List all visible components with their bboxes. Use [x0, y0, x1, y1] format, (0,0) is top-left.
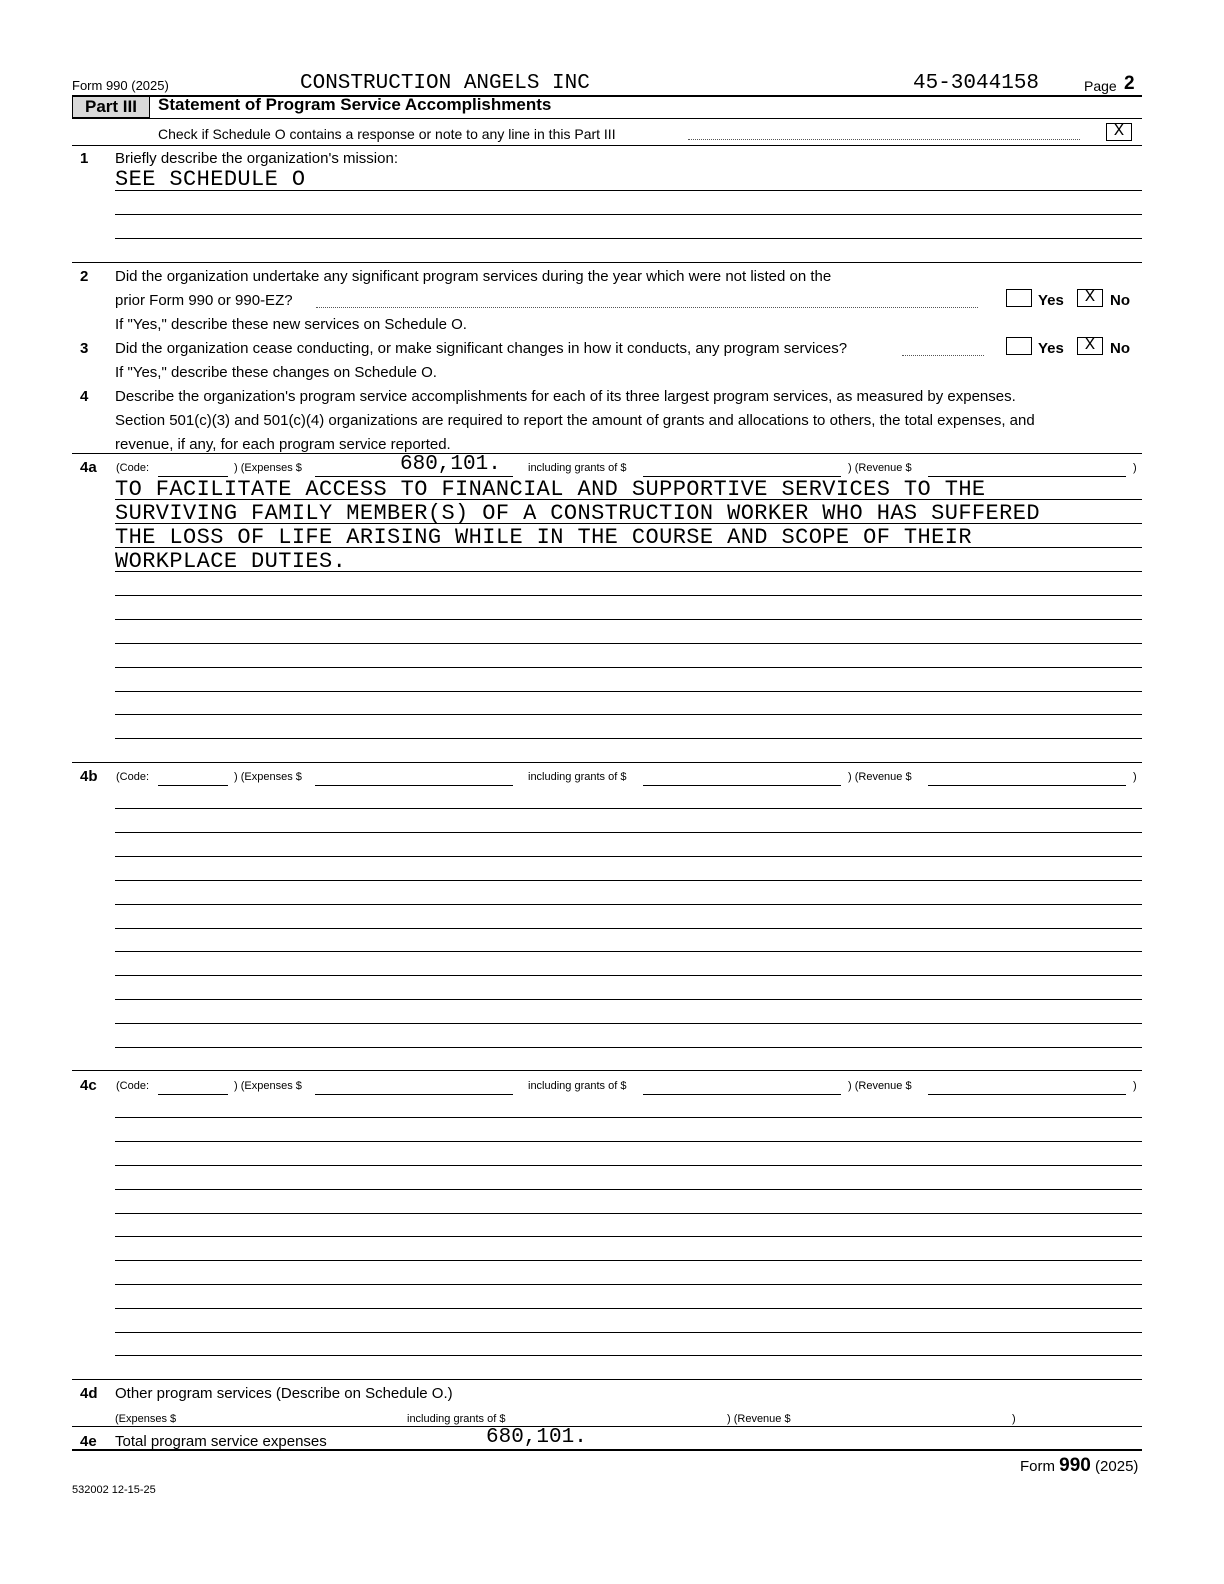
rule [115, 190, 1142, 191]
line-4b-expenses-label: ) (Expenses $ [234, 771, 302, 783]
line-4c-expenses-field[interactable] [315, 1094, 513, 1095]
line-3-note: If "Yes," describe these changes on Schedule O. [115, 364, 437, 381]
rule [115, 595, 1142, 596]
line-4b-number: 4b [80, 768, 98, 785]
line-4d-number: 4d [80, 1385, 98, 1402]
line-4b-code-field[interactable] [158, 785, 228, 786]
line-3-no-label: No [1110, 340, 1130, 357]
line-4a-desc-2: SURVIVING FAMILY MEMBER(S) OF A CONSTRUCTION WORKER WHO HAS SUFFERED [115, 501, 1040, 526]
rule [115, 1355, 1142, 1356]
line-4c-code-label: (Code: [116, 1080, 150, 1092]
page-word: Page [1084, 78, 1117, 94]
line-4-description-1: Describe the organization's program service accomplishments for each of its three largest program services, as measured by expenses. [115, 388, 1016, 405]
rule [115, 832, 1142, 833]
line-4c-close-paren: ) [1133, 1080, 1137, 1092]
rule [72, 145, 1142, 146]
rule [115, 714, 1142, 715]
rule [72, 1449, 1142, 1451]
leader-dots [688, 139, 1080, 140]
line-4a-code-label: (Code: [116, 462, 150, 474]
line-4a-expenses-label: ) (Expenses $ [234, 462, 302, 474]
line-2-yes-checkbox[interactable] [1006, 289, 1032, 307]
rule [115, 1308, 1142, 1309]
line-4c-revenue-field[interactable] [928, 1094, 1126, 1095]
rule [115, 1213, 1142, 1214]
line-1-question: Briefly describe the organization's mission: [115, 150, 398, 167]
line-4a-desc-3: THE LOSS OF LIFE ARISING WHILE IN THE COURSE AND SCOPE OF THEIR [115, 525, 972, 550]
line-4c-grants-label: including grants of $ [528, 1080, 627, 1092]
line-2-note: If "Yes," describe these new services on Schedule O. [115, 316, 467, 333]
line-4b-code-label: (Code: [116, 771, 150, 783]
rule [115, 1023, 1142, 1024]
rule [115, 571, 1142, 572]
line-4e-text: Total program service expenses [115, 1433, 327, 1450]
schedule-o-check-text: Check if Schedule O contains a response or note to any line in this Part III [158, 126, 616, 142]
line-4d-expenses-label: (Expenses $ [115, 1413, 177, 1425]
line-4-description-2: Section 501(c)(3) and 501(c)(4) organizations are required to report the amount of grants and allocations to others, the total expenses, and [115, 412, 1035, 429]
line-4b-revenue-label: ) (Revenue $ [848, 771, 912, 783]
rule [115, 1260, 1142, 1261]
rule [115, 667, 1142, 668]
part-rule [72, 118, 1142, 119]
rule [115, 999, 1142, 1000]
line-4b-grants-label: including grants of $ [528, 771, 627, 783]
rule [115, 1047, 1142, 1048]
rule [115, 1189, 1142, 1190]
rule [115, 856, 1142, 857]
line-4a-expenses-value: 680,101. [400, 453, 501, 476]
page-number: 2 [1124, 73, 1135, 94]
rule [115, 499, 1142, 500]
rule [115, 547, 1142, 548]
line-4a-grants-label: including grants of $ [528, 462, 627, 474]
line-3-no-checkbox[interactable]: X [1077, 337, 1103, 355]
footer-year: (2025) [1095, 1458, 1139, 1475]
line-4c-revenue-label: ) (Revenue $ [848, 1080, 912, 1092]
rule [115, 951, 1142, 952]
footer-form-word: Form [1020, 1458, 1055, 1475]
line-4d-text: Other program services (Describe on Schedule O.) [115, 1385, 453, 1402]
rule [115, 1284, 1142, 1285]
rule [115, 523, 1142, 524]
rule [115, 238, 1142, 239]
line-4c-grants-field[interactable] [643, 1094, 841, 1095]
rule [115, 1141, 1142, 1142]
line-2-number: 2 [80, 268, 89, 285]
line-4a-desc-4: WORKPLACE DUTIES. [115, 549, 347, 574]
rule [72, 262, 1142, 263]
leader-dots [316, 307, 978, 308]
rule [72, 453, 1142, 454]
line-4d-revenue-label: ) (Revenue $ [727, 1413, 791, 1425]
part-label: Part III [72, 96, 150, 118]
line-1-number: 1 [80, 150, 89, 167]
line-4-description-3: revenue, if any, for each program service reported. [115, 436, 451, 453]
rule [72, 1070, 1142, 1071]
form-label: Form 990 (2025) [72, 78, 169, 93]
rule [115, 214, 1142, 215]
rule [115, 1165, 1142, 1166]
line-4e-number: 4e [80, 1433, 97, 1450]
line-2-no-checkbox[interactable]: X [1077, 289, 1103, 307]
footer-form [1020, 1455, 1138, 1477]
rule [115, 619, 1142, 620]
line-4b-grants-field[interactable] [643, 785, 841, 786]
part-title: Statement of Program Service Accomplishments [158, 95, 552, 114]
footer-code: 532002 12-15-25 [72, 1484, 156, 1496]
line-4b-revenue-field[interactable] [928, 785, 1126, 786]
line-4a-close-paren: ) [1133, 462, 1137, 474]
line-4a-revenue-label: ) (Revenue $ [848, 462, 912, 474]
rule [115, 928, 1142, 929]
rule [115, 691, 1142, 692]
rule [72, 1426, 1142, 1427]
line-4c-code-field[interactable] [158, 1094, 228, 1095]
org-name: CONSTRUCTION ANGELS INC [300, 72, 590, 95]
line-4-number: 4 [80, 388, 89, 405]
rule [72, 1379, 1142, 1380]
line-4b-expenses-field[interactable] [315, 785, 513, 786]
rule [72, 762, 1142, 763]
line-4d-close-paren: ) [1012, 1413, 1016, 1425]
line-2-no-label: No [1110, 292, 1130, 309]
ein: 45-3044158 [913, 72, 1040, 95]
line-2-question-2: prior Form 990 or 990-EZ? [115, 292, 293, 309]
leader-dots [902, 355, 984, 356]
line-4c-expenses-label: ) (Expenses $ [234, 1080, 302, 1092]
rule [115, 643, 1142, 644]
rule [115, 975, 1142, 976]
footer-form-number: 990 [1059, 1455, 1091, 1476]
rule [115, 808, 1142, 809]
line-4d-grants-label: including grants of $ [407, 1413, 506, 1425]
line-2-yes-label: Yes [1038, 292, 1064, 309]
line-4c-number: 4c [80, 1077, 97, 1094]
line-3-yes-checkbox[interactable] [1006, 337, 1032, 355]
line-3-number: 3 [80, 340, 89, 357]
rule [115, 1117, 1142, 1118]
rule [115, 1236, 1142, 1237]
line-4e-total-value: 680,101. [486, 1426, 587, 1449]
line-3-question: Did the organization cease conducting, or make significant changes in how it conducts, any program services? [115, 340, 848, 357]
schedule-o-checkbox[interactable]: X [1106, 123, 1132, 141]
rule [115, 904, 1142, 905]
line-2-question-1: Did the organization undertake any significant program services during the year which were not listed on the [115, 268, 832, 285]
rule [115, 738, 1142, 739]
line-4a-number: 4a [80, 459, 97, 476]
line-4b-close-paren: ) [1133, 771, 1137, 783]
rule [115, 1332, 1142, 1333]
line-4a-desc-1: TO FACILITATE ACCESS TO FINANCIAL AND SUPPORTIVE SERVICES TO THE [115, 477, 986, 502]
mission-answer: SEE SCHEDULE O [115, 167, 306, 192]
rule [115, 880, 1142, 881]
line-3-yes-label: Yes [1038, 340, 1064, 357]
